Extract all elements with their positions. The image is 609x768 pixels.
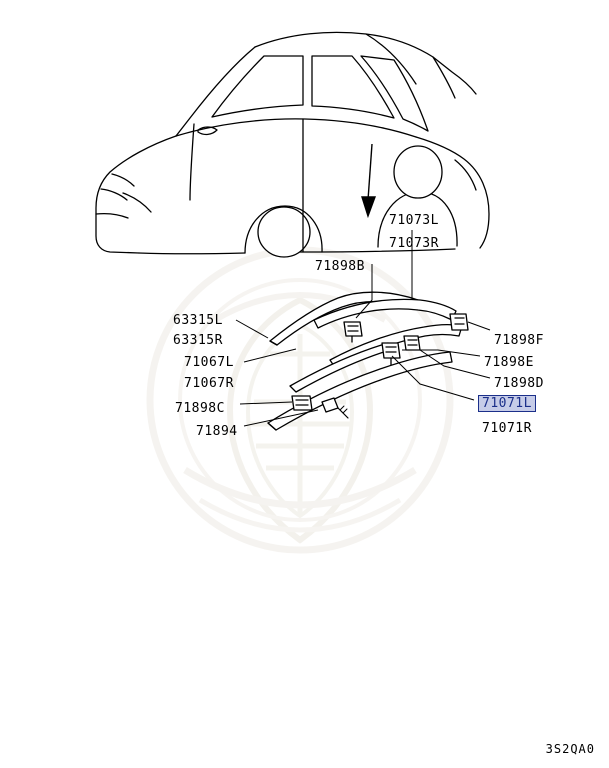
part-label-63315r: 63315R — [173, 333, 223, 348]
clip-71898d — [404, 336, 420, 350]
part-label-71894: 71894 — [196, 424, 238, 439]
clip-71898f — [450, 314, 468, 330]
diagram-code: 3S2QA0 — [545, 742, 595, 756]
part-label-71071l-highlighted[interactable]: 71071L — [478, 395, 536, 412]
part-label-71067r: 71067R — [184, 376, 234, 391]
part-label-71073r: 71073R — [389, 236, 439, 251]
part-label-71898e: 71898E — [484, 355, 534, 370]
part-label-71898f: 71898F — [494, 333, 544, 348]
part-label-71073l: 71073L — [389, 213, 439, 228]
part-label-71067l: 71067L — [184, 355, 234, 370]
part-label-71071r: 71071R — [482, 421, 532, 436]
part-label-71898c: 71898C — [175, 401, 225, 416]
orientation-arrow — [362, 144, 375, 216]
part-label-71898d: 71898D — [494, 376, 544, 391]
part-label-71898b: 71898B — [315, 259, 365, 274]
clip-71898c — [292, 396, 312, 410]
part-label-63315l: 63315L — [173, 313, 223, 328]
